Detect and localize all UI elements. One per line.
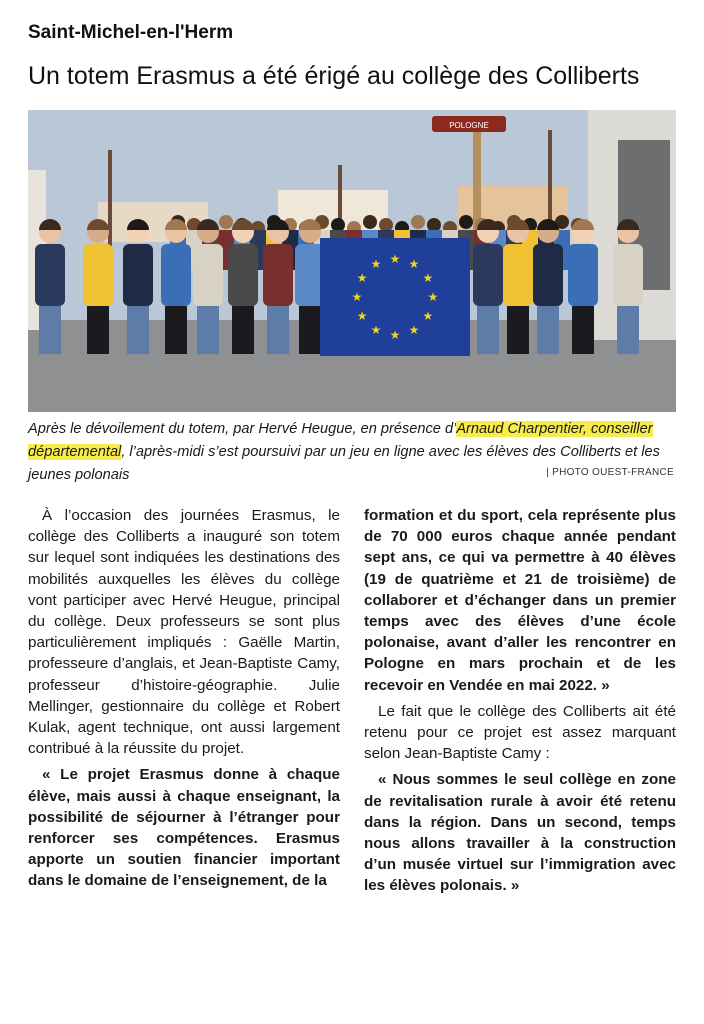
person-back-head (219, 215, 233, 229)
person-back-head (427, 218, 441, 232)
person-front-torso (193, 244, 223, 306)
person-front-torso (263, 244, 293, 306)
person-front-legs (232, 306, 254, 354)
person-back-head (363, 215, 377, 229)
flag-star: ★ (370, 257, 382, 272)
paragraph-camy-intro: Le fait que le collège des Colliberts ait été retenu pour ce projet est assez marquant selon Jean-Baptiste Camy : (364, 702, 676, 763)
flag-star: ★ (427, 290, 439, 304)
flag-star: ★ (370, 322, 382, 337)
person-front-torso (123, 244, 153, 306)
person-front-legs (197, 306, 219, 354)
totem-sign-text: POLOGNE (449, 121, 489, 130)
article-column-left (28, 505, 340, 892)
paragraph-quote-start: « Le projet Erasmus donne à chaque élève, mais aussi à chaque enseignant, la possibilité de séjourner à l’étranger pour renforcer ses compétences. Erasmus apporte un soutien financier important dans le domaine de l’enseignement, de la (28, 766, 340, 890)
person-front-torso (83, 244, 113, 306)
person-front-torso (473, 244, 503, 306)
paragraph-intro: À l’occasion des journées Erasmus, le collège des Colliberts a inauguré son totem sur lequel sont indiquées les destinations des mobilités auxquelles les élèves du collège vont participer avec Hervé Heugue, principal du collège. Deux professeurs se sont plus particulièrement impliqués : Gaëlle Martin, professeure d’anglais, et Jean-Baptiste Camy, professeur d’histoire-géographie. Julie Mellinger, gestionnaire du collège et Robert Kulak, agent technique, ont aussi largement contribué à la réussite du projet. (28, 507, 340, 758)
person-back-head (411, 215, 425, 229)
paragraph-quote-continued: formation et du sport, cela représente plus de 70 000 euros chaque année pendant sept ans, ce qui va permettre à 40 élèves (19 de quatrième et 21 de troisième) de collaborer et d’échanger dans un premier temps avec des élèves d’une école polonaise, avant d’aller les rencontrer en Pologne en mars prochain et de les recevoir en Vendée en mai 2022. » (364, 507, 676, 694)
person-front-torso (503, 244, 533, 306)
person-front-legs (507, 306, 529, 354)
person-front-torso (568, 244, 598, 306)
article-headline: Un totem Erasmus a été érigé au collège des Colliberts (28, 62, 640, 90)
person-front-legs (477, 306, 499, 354)
photo-credit: | PHOTO OUEST-FRANCE (546, 467, 674, 478)
person-front-legs (87, 306, 109, 354)
person-front-torso (35, 244, 65, 306)
flag-star: ★ (389, 328, 401, 342)
caption-part-1: Après le dévoilement du totem, par Hervé Heugue, en présence d’ (28, 421, 457, 437)
person-back-head (331, 218, 345, 232)
person-front-torso (613, 244, 643, 306)
person-front-legs (39, 306, 61, 354)
person-front-legs (299, 306, 321, 354)
flag-star: ★ (389, 252, 401, 266)
caption-highlight: Arnaud Charpentier, conseiller départemental (28, 421, 653, 460)
flag-star: ★ (422, 309, 434, 323)
person-front-torso (533, 244, 563, 306)
person-front-torso (228, 244, 258, 306)
group-photo-illustration (28, 110, 676, 412)
flag-star: ★ (356, 271, 368, 285)
article-kicker: Saint-Michel-en-l'Herm (28, 22, 234, 43)
person-front-legs (572, 306, 594, 354)
person-front-torso (161, 244, 191, 306)
flag-star: ★ (422, 271, 434, 285)
flag-star: ★ (408, 257, 420, 272)
article-photo (28, 110, 676, 412)
person-front-legs (267, 306, 289, 354)
person-front-legs (617, 306, 639, 354)
article-column-right (364, 505, 676, 897)
flag-star: ★ (408, 322, 420, 337)
caption-part-2: , l’après-midi s’est poursuivi par un jeu en ligne avec les élèves des Colliberts et les jeunes polonais (28, 444, 660, 483)
person-back-head (379, 218, 393, 232)
person-front-legs (537, 306, 559, 354)
flag-star: ★ (351, 290, 363, 304)
person-front-legs (165, 306, 187, 354)
paragraph-camy-quote: « Nous sommes le seul collège en zone de revitalisation rurale à avoir été retenu dans la région. Dans un second, temps nous allons travailler à la construction d’un musée virtuel sur l’immigration avec les élèves polonais. » (364, 771, 676, 895)
person-back-head (459, 215, 473, 229)
person-front-legs (127, 306, 149, 354)
flag-star: ★ (356, 309, 368, 323)
